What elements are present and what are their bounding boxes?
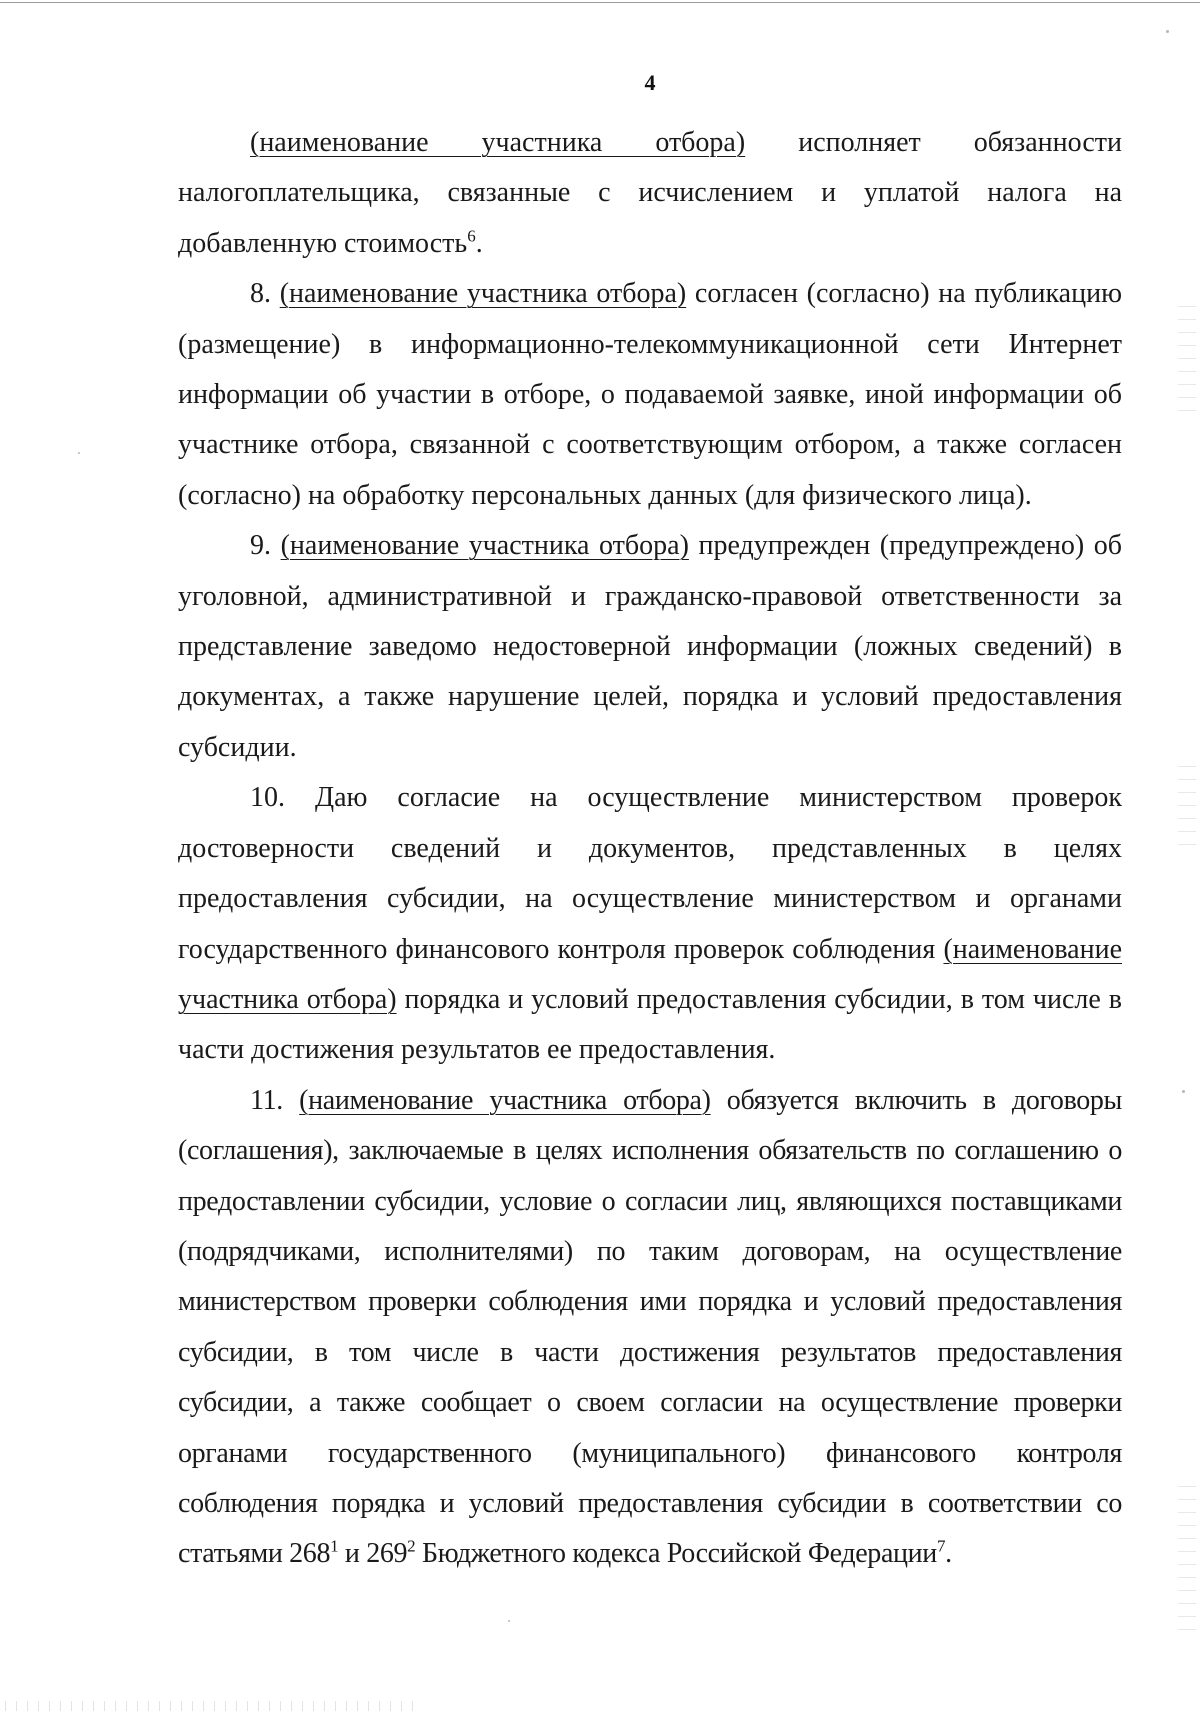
participant-placeholder: (наименование участника отбора) xyxy=(299,1084,711,1116)
scan-top-border xyxy=(0,2,1200,3)
scan-noise xyxy=(1178,300,1196,420)
scan-speck xyxy=(1166,30,1169,33)
scan-noise xyxy=(1178,760,1196,850)
paragraph-text: порядка и условий предоставления субсидии, в том числе в части достижения результатов ее предоставления. xyxy=(178,983,1122,1066)
paragraph-text: 10. Даю согласие на осуществление министерством проверок достоверности сведений и документов, представленных в целях предоставления субсидии, на осуществление министерством и органами государственного финансового контроля проверок соблюдения xyxy=(178,782,1122,965)
paragraph-10 xyxy=(178,773,1122,1075)
paragraph-number: 9. xyxy=(250,530,281,562)
footnote-ref: 6 xyxy=(467,226,476,246)
scan-speck xyxy=(1182,1090,1185,1093)
paragraph-text: согласен (согласно) на публикацию (размещение) в информационно-телекоммуникационной сети Интернет информации об участии в отборе, о подаваемой заявке, иной информации об участнике отбора, связанной с соответствующим отбором, а также согласен (согласно) на обработку персональных данных (для физического лица). xyxy=(178,278,1122,511)
paragraph-text: и xyxy=(338,1538,367,1570)
scan-speck xyxy=(78,452,80,454)
footnote-ref: 7 xyxy=(936,1537,946,1557)
participant-placeholder: (наименование участника отбора) xyxy=(178,933,1122,1015)
scan-speck xyxy=(508,1620,510,1622)
paragraph-number: 11. xyxy=(250,1084,300,1116)
page-number: 4 xyxy=(644,70,656,95)
paragraph-end: . xyxy=(945,1538,952,1570)
article-superscript: 1 xyxy=(330,1537,339,1557)
participant-placeholder: (наименование участника отбора) xyxy=(250,127,746,158)
paragraph-text: исполняет обязанности налогоплательщика, связанные с исчислением и уплатой налога на добавленную стоимость xyxy=(178,127,1122,259)
participant-placeholder: (наименование участника отбора) xyxy=(279,278,687,310)
paragraph-end: . xyxy=(475,227,483,259)
paragraph-7-continuation xyxy=(178,118,1122,269)
paragraph-text: Бюджетного кодекса Российской Федерации xyxy=(415,1538,937,1570)
paragraph-number: 8. xyxy=(250,278,280,310)
article-superscript: 2 xyxy=(407,1537,416,1557)
paragraph-8 xyxy=(178,269,1122,521)
paragraph-text: обязуется включить в договоры (соглашения), заключаемые в целях исполнения обязательств по соглашению о предоставлении субсидии, условие о согласии лиц, являющихся поставщиками (подрядчиками, исполнителями) по таким договорам, на осуществление министерством проверки соблюдения ими порядка и условий предоставления субсидии, в том числе в части достижения результатов предоставления субсидии, а также сообщает о своем согласии на осуществление проверки органами государственного (муниципального) финансового контроля соблюдения порядка и условий предоставления субсидии в соответствии со статьями xyxy=(178,1084,1123,1570)
article-number: 269 xyxy=(366,1538,408,1570)
scan-noise xyxy=(1178,1480,1196,1630)
paragraph-9 xyxy=(178,521,1122,773)
article-number: 268 xyxy=(289,1538,331,1570)
paragraph-11 xyxy=(178,1076,1122,1580)
paragraph-text: предупрежден (предупреждено) об уголовной, административной и гражданско-правовой ответственности за представление заведомо недостоверной информации (ложных сведений) в документах, а также нарушение целей, порядка и условий предоставления субсидии. xyxy=(178,530,1122,763)
document-body xyxy=(178,118,1122,1580)
scan-noise xyxy=(0,1701,420,1711)
participant-placeholder: (наименование участника отбора) xyxy=(280,530,689,562)
